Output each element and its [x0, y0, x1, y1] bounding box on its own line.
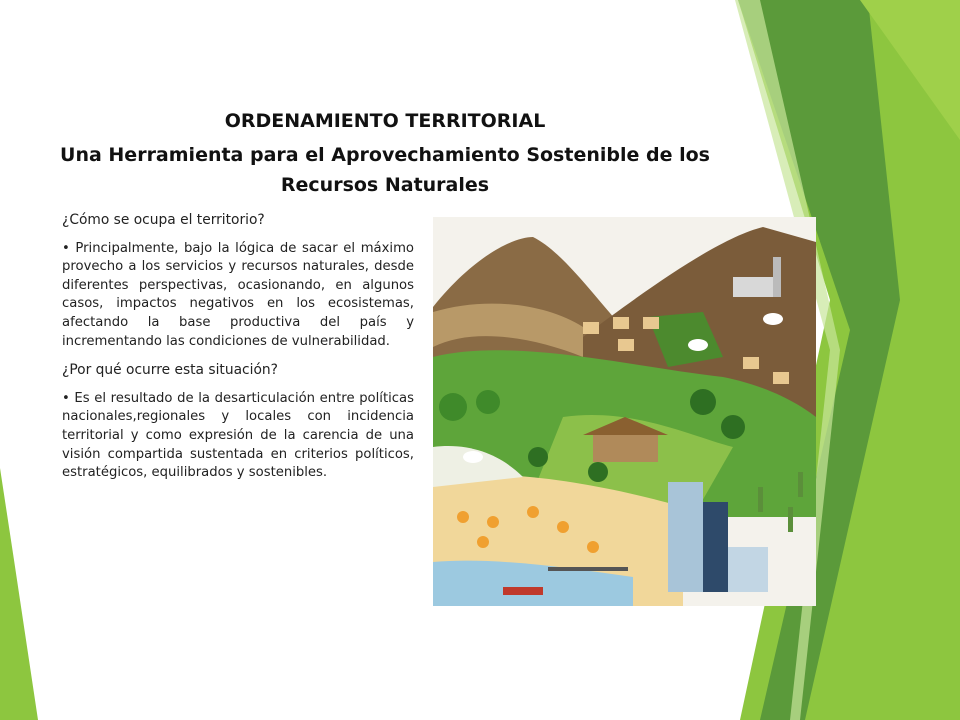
house — [773, 372, 789, 384]
house — [743, 357, 759, 369]
house — [583, 322, 599, 334]
body-text — [62, 211, 414, 493]
umbrella — [587, 541, 599, 553]
umbrella — [457, 511, 469, 523]
paragraph-2: • Es el resultado de la desarticulación entre políticas nacionales,regionales y locales con incidencia territorial y como expresión de la carencia de una visión compartida sustentada en criterios políticos, estratégicos, equilibrados y sostenibles. — [62, 390, 414, 481]
paragraph-1: • Principalmente, bajo la lógica de sacar el máximo provecho a los servicios y recursos naturales, desde diferentes perspectivas, ocasionando, en algunos casos, impactos negativos en los ecosistemas, afectando la base productiva del país y incrementando las condiciones de vulnerabilidad. — [62, 240, 414, 349]
umbrella — [557, 521, 569, 533]
factory — [733, 277, 773, 297]
pier — [548, 567, 628, 571]
chimney — [773, 257, 781, 297]
building — [703, 502, 728, 592]
territory-illustration — [433, 217, 816, 606]
cow — [688, 339, 708, 351]
question-1: ¿Cómo se ocupa el territorio? — [62, 212, 265, 228]
question-2: ¿Por qué ocurre esta situación? — [62, 362, 278, 379]
house — [618, 339, 634, 351]
umbrella — [477, 536, 489, 548]
slide-subtitle: Una Herramienta para el Aprovechamiento Sostenible de los Recursos Naturales — [60, 144, 710, 196]
boat — [503, 587, 543, 595]
tree — [690, 389, 716, 415]
cactus — [798, 472, 803, 497]
building — [668, 482, 703, 592]
slide-title: ORDENAMIENTO TERRITORIAL — [224, 110, 546, 132]
cow — [463, 451, 483, 463]
tree — [476, 390, 500, 414]
umbrella — [527, 506, 539, 518]
house — [643, 317, 659, 329]
cactus — [758, 487, 763, 512]
tree — [528, 447, 548, 467]
left-green-bar — [0, 468, 38, 720]
house — [613, 317, 629, 329]
umbrella — [487, 516, 499, 528]
cactus — [788, 507, 793, 532]
tree — [439, 393, 467, 421]
building — [728, 547, 768, 592]
cow — [763, 313, 783, 325]
farmhouse — [593, 432, 658, 462]
tree — [588, 462, 608, 482]
tree — [721, 415, 745, 439]
